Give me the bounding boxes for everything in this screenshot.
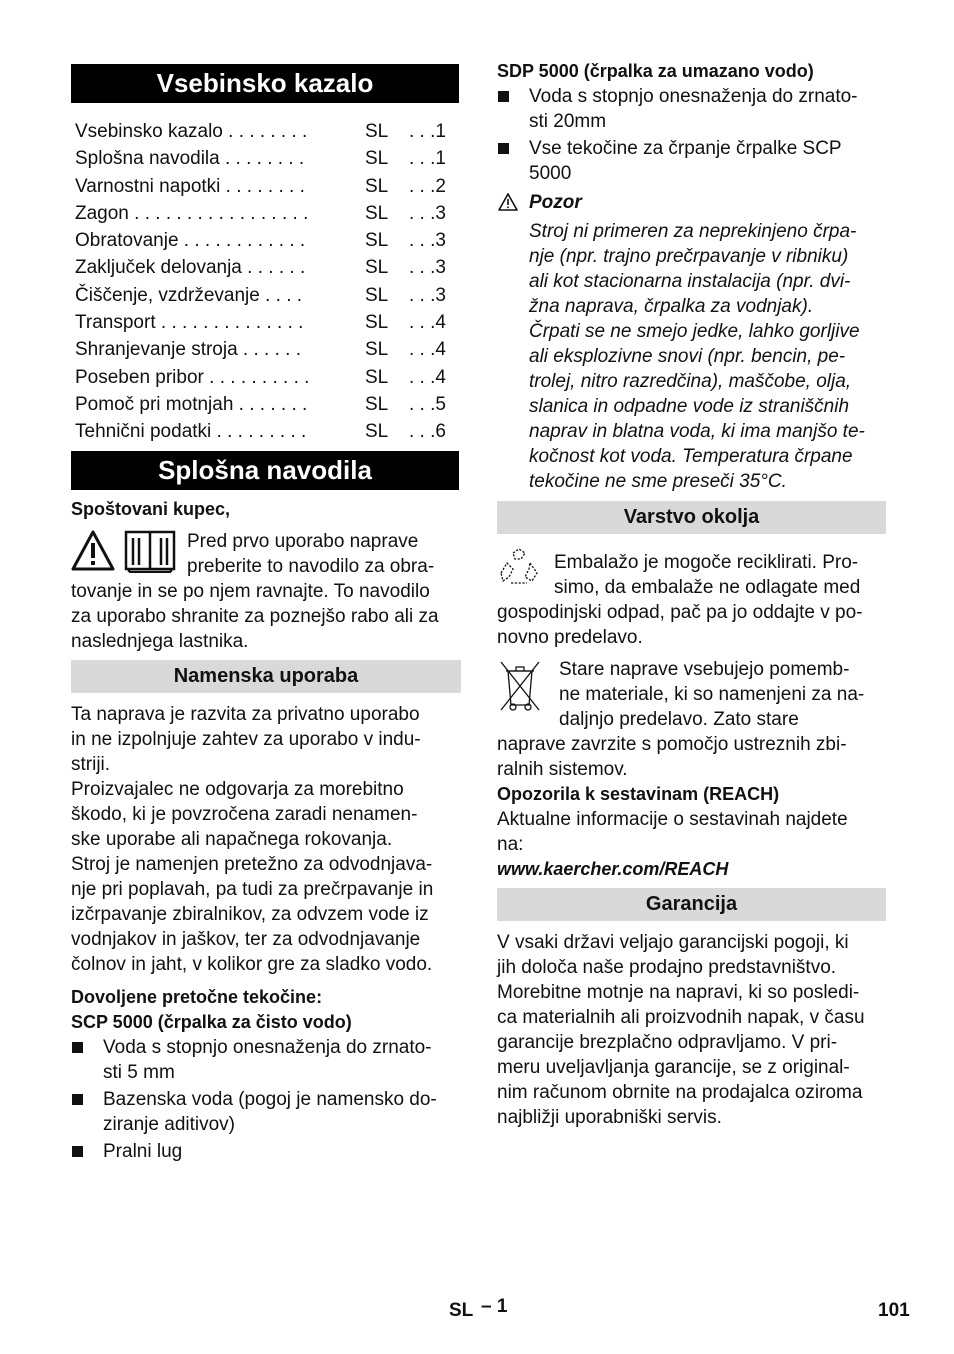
toc-entry-title: Splošna navodila . . . . . . . . [75, 148, 305, 169]
toc-row[interactable] [75, 339, 459, 366]
allowed-liquids-heading: Dovoljene pretočne tekočine: [71, 987, 323, 1007]
warranty-bar [497, 888, 886, 921]
toc-row[interactable] [75, 203, 459, 230]
warranty-title: Garancija [645, 893, 738, 915]
toc-entry-lang: SL [365, 230, 389, 251]
toc-entry-lang: SL [365, 257, 389, 278]
toc-row[interactable] [75, 176, 459, 203]
toc-row[interactable] [75, 257, 459, 284]
toc-entry-page: . . .4 [409, 312, 446, 333]
toc-entry-page: . . .3 [409, 285, 446, 306]
bullet-icon [72, 1042, 83, 1053]
toc-entry-lang: SL [365, 121, 389, 142]
general-title: Splošna navodila [158, 455, 372, 485]
intended-use-text: Ta naprava je razvita za privatno uporabo in ne izpolnjuje zahtev za uporabo v indu- striji. Proizvajalec ne odgovarja za morebitno škodo, ki je povzročena zaradi nenamen- ske uporabe ali napačnega rokovanja. Stroj je namenjen pretežno za odvodnjava- nje pri poplavah, pa tudi za prečrpavanje in izčrpavanje zbiralnikov, za odvzem vode iz vodnjakov in jaškov, ter za odvodnjavanje čolnov in jaht, v kolikor gre za sladko vodo. [71, 704, 434, 975]
intro-text: tovanje in se po njem ravnajte. To navodilo za uporabo shranite za poznejšo rabo ali za naslednjega lastnika. [71, 581, 439, 652]
toc-entry-lang: SL [365, 394, 389, 415]
toc-entry-lang: SL [365, 176, 389, 197]
caution-warning-icon [497, 192, 519, 212]
reach-text: Aktualne informacije o sestavinah najdete na: [497, 809, 848, 855]
toc-row[interactable] [75, 230, 459, 257]
toc-entry-page: . . .4 [409, 339, 446, 360]
toc-entry-lang: SL [365, 421, 389, 442]
toc-title-bar [71, 64, 459, 103]
toc-entry-title: Čiščenje, vzdrževanje . . . . [75, 285, 303, 306]
recycle-side-text: Embalažo je mogoče reciklirati. Pro- simo, da embalaže ne odlagate med [554, 552, 861, 598]
toc-title: Vsebinsko kazalo [156, 68, 374, 98]
toc-entry-title: Transport . . . . . . . . . . . . . . [75, 312, 304, 333]
toc-entry-lang: SL [365, 339, 389, 360]
intended-use-title: Namenska uporaba [173, 665, 359, 687]
crossed-bin-icon [498, 659, 542, 713]
toc-entry-title: Zagon . . . . . . . . . . . . . . . . . [75, 203, 309, 224]
footer-lang: SL [449, 1300, 474, 1321]
page-number: 101 [878, 1300, 910, 1321]
caution-label: Pozor [529, 192, 582, 213]
toc-row[interactable] [75, 421, 459, 448]
reach-link[interactable]: www.kaercher.com/REACH [497, 859, 729, 879]
toc-row[interactable] [75, 312, 459, 339]
toc-entry-title: Zaključek delovanja . . . . . . [75, 257, 306, 278]
list-item: Vse tekočine za črpanje črpalke SCP 5000 [529, 138, 842, 184]
toc-row[interactable] [75, 148, 459, 175]
toc-entry-lang: SL [365, 367, 389, 388]
toc-entry-lang: SL [365, 312, 389, 333]
environment-title: Varstvo okolja [623, 506, 760, 528]
toc-entry-title: Tehnični podatki . . . . . . . . . [75, 421, 307, 442]
warning-read-manual-icon [71, 529, 177, 573]
toc-entry-page: . . .5 [409, 394, 446, 415]
sdp-heading: SDP 5000 (črpalka za umazano vodo) [497, 61, 814, 81]
bullet-icon [498, 143, 509, 154]
recycle-text: gospodinjski odpad, pač pa jo oddajte v po- novno predelavo. [497, 602, 863, 648]
list-item: Voda s stopnjo onesnaženja do zrnato- sti 5 mm [103, 1037, 432, 1083]
list-item: Bazenska voda (pogoj je namensko do- ziranje aditivov) [103, 1089, 437, 1135]
toc-row[interactable] [75, 394, 459, 421]
weee-side-text: Stare naprave vsebujejo pomemb- ne materiale, ki so namenjeni za na- daljnjo predelavo. Zato stare [559, 659, 865, 730]
toc-entry-page: . . .6 [409, 421, 446, 442]
list-item: Voda s stopnjo onesnaženja do zrnato- sti 20mm [529, 86, 858, 132]
toc-entry-lang: SL [365, 148, 389, 169]
toc-row[interactable] [75, 121, 459, 148]
toc-entry-lang: SL [365, 285, 389, 306]
intended-use-bar [71, 660, 461, 693]
toc-row[interactable] [75, 285, 459, 312]
toc-entry-page: . . .3 [409, 203, 446, 224]
bullet-icon [72, 1146, 83, 1157]
toc-entry-page: . . .3 [409, 257, 446, 278]
weee-text: naprave zavrzite s pomočjo ustreznih zbi- ralnih sistemov. [497, 734, 847, 780]
bullet-icon [498, 91, 509, 102]
intro-side-text: Pred prvo uporabo naprave preberite to navodilo za obra- [187, 531, 435, 577]
footer-section-page: – 1 [481, 1296, 508, 1317]
toc-entry-page: . . .4 [409, 367, 446, 388]
toc-entry-page: . . .2 [409, 176, 446, 197]
scp-heading: SCP 5000 (črpalka za čisto vodo) [71, 1012, 352, 1032]
toc-entry-page: . . .1 [409, 148, 446, 169]
toc-entry-title: Obratovanje . . . . . . . . . . . . [75, 230, 306, 251]
toc-row[interactable] [75, 367, 459, 394]
warranty-text: V vsaki državi veljajo garancijski pogoji, ki jih določa naše prodajno predstavništvo. Morebitne motnje na napravi, ki so posledi- ca materialnih ali proizvodnih napak, v času garancije brezplačno odpravljamo. V pri- meru uveljavljanja garancije, se z original- nim računom obrnite na prodajalca oziroma najbližji uporabniški servis. [497, 932, 865, 1128]
toc-entry-page: . . .1 [409, 121, 446, 142]
list-item: Pralni lug [103, 1141, 183, 1162]
recycling-icon [497, 547, 541, 587]
toc-entry-title: Shranjevanje stroja . . . . . . [75, 339, 301, 360]
environment-bar [497, 501, 886, 534]
toc-entry-title: Varnostni napotki . . . . . . . . [75, 176, 305, 197]
toc-entry-title: Pomoč pri motnjah . . . . . . . [75, 394, 308, 415]
toc-entry-page: . . .3 [409, 230, 446, 251]
bullet-icon [72, 1094, 83, 1105]
caution-text: Stroj ni primeren za neprekinjeno črpa- nje (npr. trajno prečrpavanje v ribniku) ali kot stacionarna instalacija (npr. dvi- žna naprava, črpalka za vodnjak). Črpati se ne smejo jedke, lahko gorljive ali eksplozivne snovi (npr. bencin, pe- trolej, nitro razredčina), maščobe, olja, slanica in odpadne vode iz straniščnih naprav in blatna voda, ki ima manjšo te- kočnost kot voda. Temperatura črpane tekočine ne sme preseči 35°C. [529, 221, 865, 492]
general-title-bar [71, 451, 459, 490]
toc-entry-title: Vsebinsko kazalo . . . . . . . . [75, 121, 308, 142]
reach-heading: Opozorila k sestavinam (REACH) [497, 784, 780, 804]
greeting: Spoštovani kupec, [71, 499, 231, 519]
toc-entry-lang: SL [365, 203, 389, 224]
toc-entry-title: Poseben pribor . . . . . . . . . . [75, 367, 310, 388]
